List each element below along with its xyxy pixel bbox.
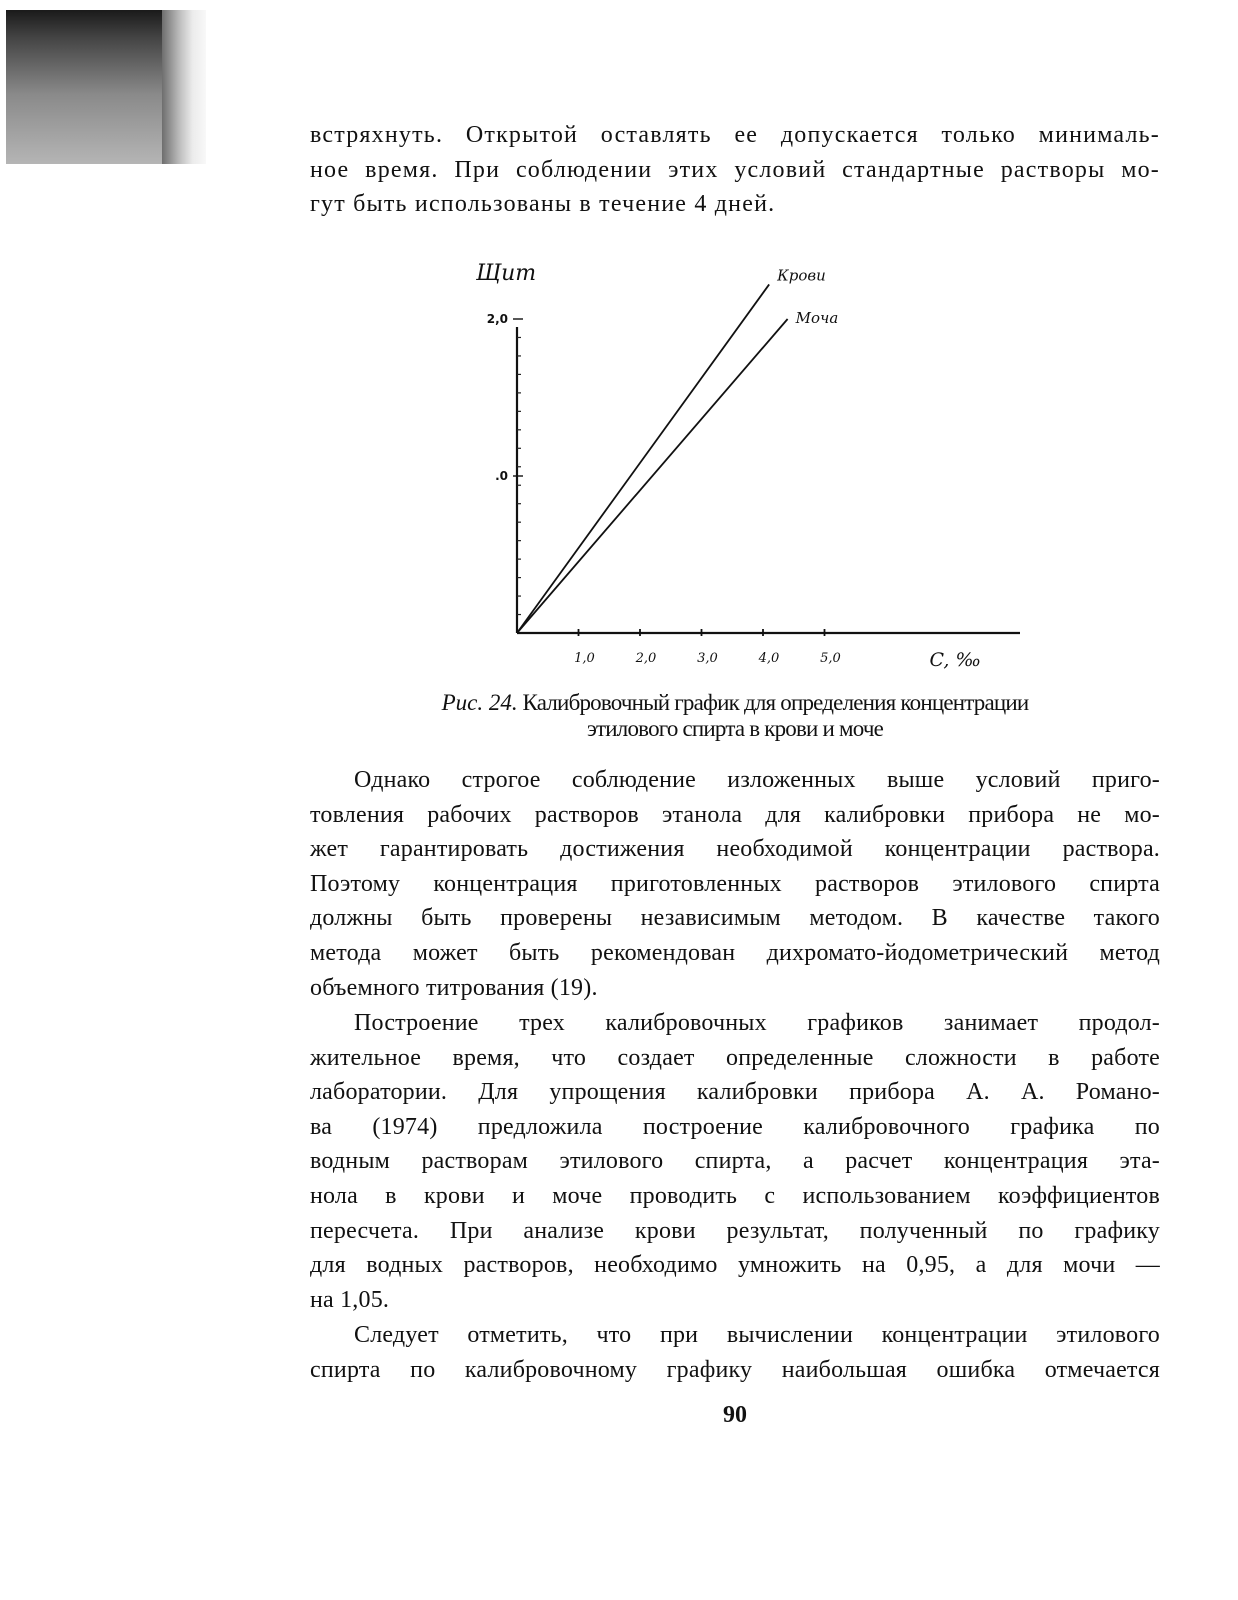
paragraph-top	[310, 118, 1160, 222]
text-line: нола в крови и моче проводить с использованием коэффициентов	[310, 1182, 1160, 1209]
text-line: на 1,05.	[310, 1286, 390, 1313]
text-line: Однако строгое соблюдение изложенных выше условий приго-	[354, 767, 1160, 793]
chart-series	[517, 284, 788, 633]
chart-labels	[475, 261, 981, 671]
text-line: должны быть проверены независимым методом. В качестве такого	[310, 905, 1160, 932]
y-axis-label: Щит	[476, 261, 537, 286]
text-line: Следует отметить, что при вычислении концентрации этилового	[354, 1322, 1160, 1348]
x-tick-label: 5,0	[820, 651, 841, 666]
text-line: метода может быть рекомендован дихромато-йодометрический метод	[310, 939, 1160, 966]
x-tick-label: 4,0	[758, 651, 780, 666]
x-tick-label: 1,0	[574, 651, 595, 666]
series-line	[517, 284, 769, 633]
text-line: пересчета. При анализе крови результат, полученный по графику	[310, 1217, 1160, 1244]
text-line: для водных растворов, необходимо умножить на 0,95, а для мочи —	[310, 1252, 1160, 1279]
text-line: гут быть использованы в течение 4 дней.	[310, 191, 776, 218]
text-line: жительное время, что создает определенные сложности в работе	[310, 1044, 1160, 1071]
text-line: объемного титрования (19).	[310, 974, 598, 1001]
text-line: Построение трех калибровочных графиков занимает продол-	[354, 1010, 1160, 1036]
text-line: ное время. При соблюдении этих условий стандартные растворы мо-	[310, 156, 1160, 183]
figure-caption	[310, 690, 1160, 742]
text-line: встряхнуть. Открытой оставлять ее допускается только минималь-	[310, 122, 1160, 148]
text-line: Поэтому концентрация приготовленных растворов этилового спирта	[310, 870, 1160, 897]
x-axis-label: C, ‰	[929, 649, 981, 671]
scan-edge-shadow	[6, 10, 206, 164]
series-label: Крови	[777, 266, 826, 285]
paragraph-3	[310, 1318, 1160, 1387]
series-label: Моча	[795, 309, 839, 327]
paragraph-1	[310, 763, 1160, 1005]
x-tick-label: 3,0	[697, 651, 718, 666]
text-line: лаборатории. Для упрощения калибровки прибора А. А. Романо-	[310, 1079, 1160, 1106]
text-line: спирта по калибровочному графику наибольшая ошибка отмечается	[310, 1356, 1160, 1383]
text-line: водным растворам этилового спирта, а расчет концентрация эта-	[310, 1148, 1160, 1175]
calibration-chart	[460, 250, 1020, 690]
figure-number: Рис. 24.	[441, 690, 518, 715]
text-line: товления рабочих растворов этанола для калибровки прибора не мо-	[310, 801, 1160, 828]
caption-line-2: этилового спирта в крови и моче	[586, 716, 884, 741]
caption-text-1: Калибровочный график для определения концентрации	[522, 690, 1029, 715]
page-number: 90	[723, 1402, 747, 1428]
text-line: ва (1974) предложила построение калибровочного графика по	[310, 1113, 1160, 1140]
chart-axes	[517, 327, 1020, 633]
y-tick-label: 2,0	[486, 312, 508, 326]
paragraph-2	[310, 1006, 1160, 1317]
y-tick-label: .0	[495, 469, 508, 483]
chart-ticks	[487, 312, 841, 666]
x-tick-label: 2,0	[635, 651, 657, 666]
series-line	[517, 319, 788, 633]
caption-line-1	[310, 690, 1160, 716]
chart-svg	[460, 250, 1020, 690]
text-line: жет гарантировать достижения необходимой концентрации раствора.	[310, 836, 1160, 863]
